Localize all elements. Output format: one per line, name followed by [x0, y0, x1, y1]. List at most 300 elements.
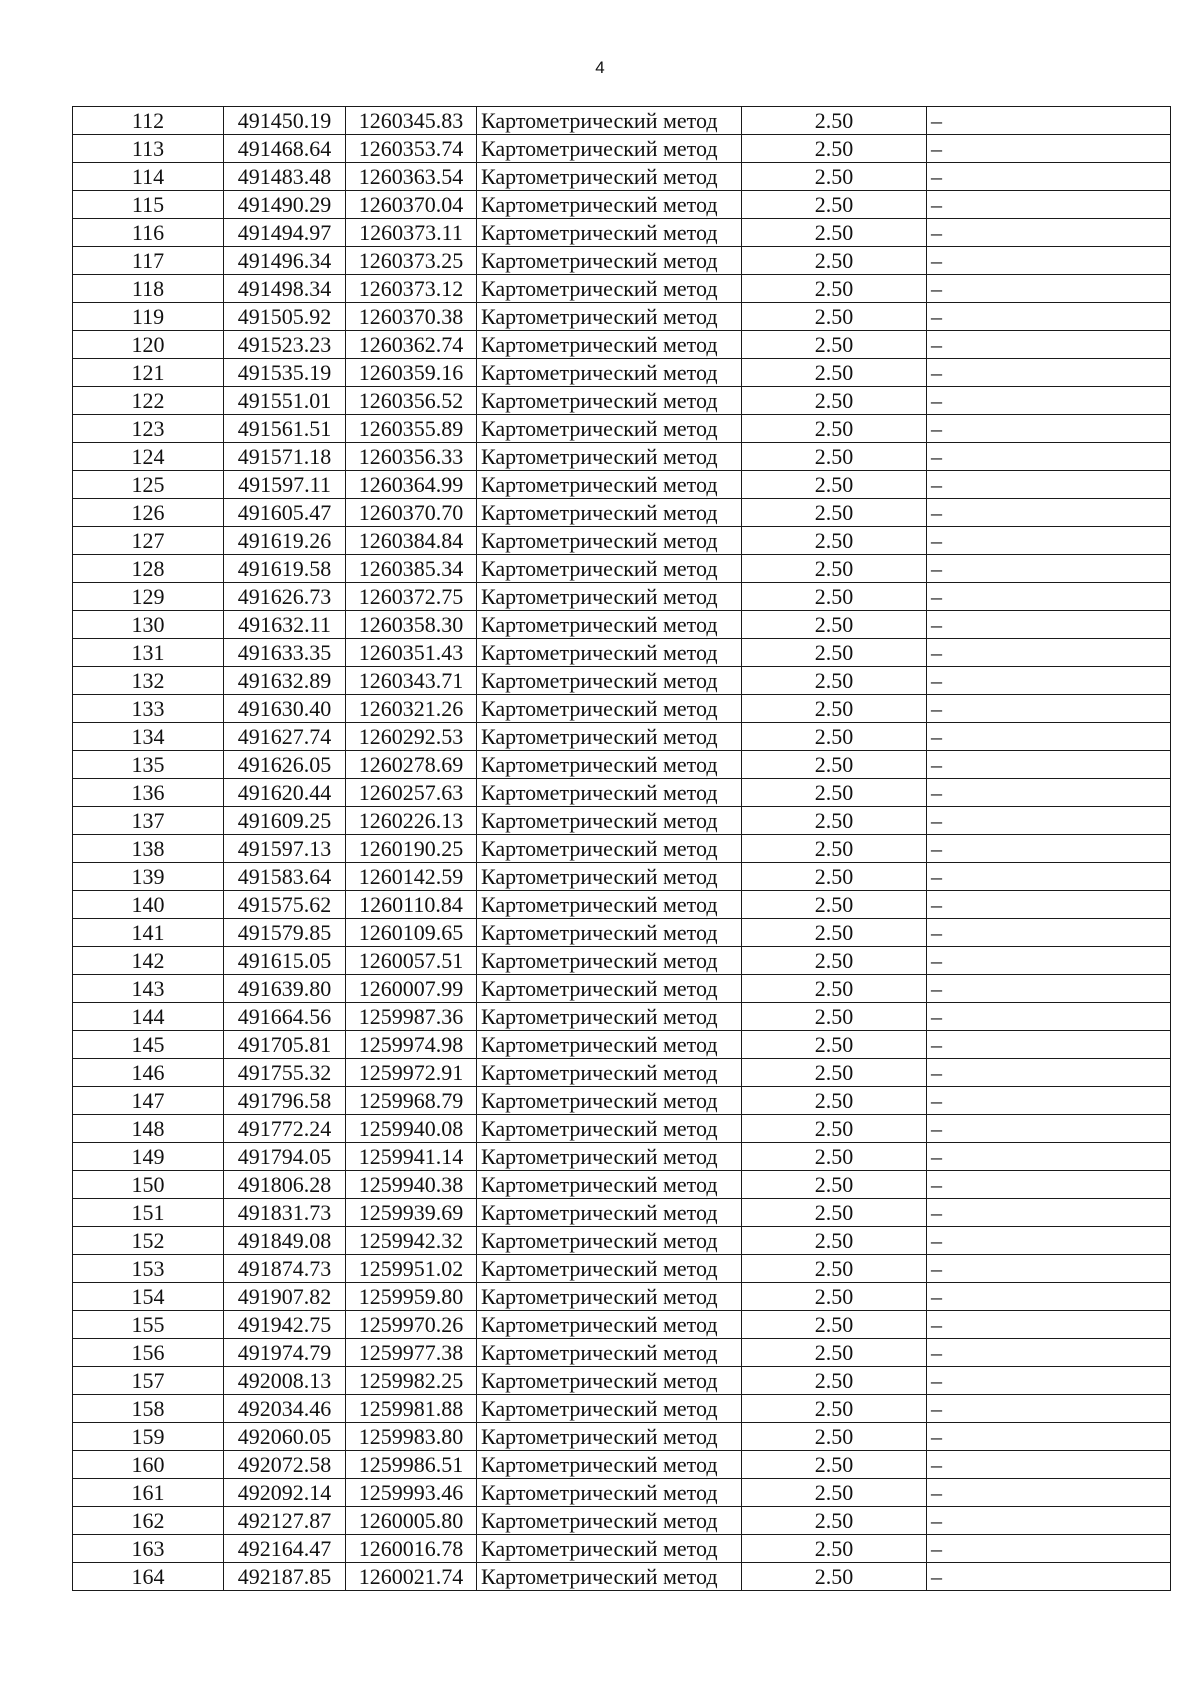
table-row: [73, 303, 1171, 331]
accuracy-cell: 2.50: [742, 163, 927, 191]
point-number-cell: 143: [73, 975, 224, 1003]
point-number-cell: 160: [73, 1451, 224, 1479]
point-number-cell: 139: [73, 863, 224, 891]
accuracy-cell: 2.50: [742, 1227, 927, 1255]
x-coordinate-cell: 491494.97: [224, 219, 346, 247]
y-coordinate-cell: 1260016.78: [346, 1535, 477, 1563]
x-coordinate-cell: 491597.13: [224, 835, 346, 863]
point-number-cell: 129: [73, 583, 224, 611]
accuracy-cell: 2.50: [742, 1255, 927, 1283]
accuracy-cell: 2.50: [742, 975, 927, 1003]
accuracy-cell: 2.50: [742, 1003, 927, 1031]
point-number-cell: 131: [73, 639, 224, 667]
point-number-cell: 156: [73, 1339, 224, 1367]
description-cell: –: [927, 611, 1171, 639]
table-row: [73, 135, 1171, 163]
description-cell: –: [927, 583, 1171, 611]
point-number-cell: 133: [73, 695, 224, 723]
x-coordinate-cell: 491626.05: [224, 751, 346, 779]
method-cell: Картометрический метод: [477, 1087, 742, 1115]
point-number-cell: 127: [73, 527, 224, 555]
method-cell: Картометрический метод: [477, 667, 742, 695]
x-coordinate-cell: 491498.34: [224, 275, 346, 303]
table-row: [73, 247, 1171, 275]
accuracy-cell: 2.50: [742, 583, 927, 611]
point-number-cell: 153: [73, 1255, 224, 1283]
description-cell: –: [927, 1563, 1171, 1591]
method-cell: Картометрический метод: [477, 611, 742, 639]
point-number-cell: 112: [73, 107, 224, 135]
accuracy-cell: 2.50: [742, 191, 927, 219]
description-cell: –: [927, 163, 1171, 191]
accuracy-cell: 2.50: [742, 359, 927, 387]
y-coordinate-cell: 1260355.89: [346, 415, 477, 443]
point-number-cell: 141: [73, 919, 224, 947]
point-number-cell: 124: [73, 443, 224, 471]
description-cell: –: [927, 863, 1171, 891]
y-coordinate-cell: 1259972.91: [346, 1059, 477, 1087]
table-row: [73, 1171, 1171, 1199]
table-row: [73, 1283, 1171, 1311]
x-coordinate-cell: 491551.01: [224, 387, 346, 415]
table-row: [73, 919, 1171, 947]
point-number-cell: 136: [73, 779, 224, 807]
accuracy-cell: 2.50: [742, 891, 927, 919]
method-cell: Картометрический метод: [477, 891, 742, 919]
table-row: [73, 1227, 1171, 1255]
table-row: [73, 1479, 1171, 1507]
method-cell: Картометрический метод: [477, 1115, 742, 1143]
x-coordinate-cell: 492164.47: [224, 1535, 346, 1563]
x-coordinate-cell: 491468.64: [224, 135, 346, 163]
point-number-cell: 149: [73, 1143, 224, 1171]
accuracy-cell: 2.50: [742, 947, 927, 975]
accuracy-cell: 2.50: [742, 415, 927, 443]
method-cell: Картометрический метод: [477, 807, 742, 835]
point-number-cell: 117: [73, 247, 224, 275]
accuracy-cell: 2.50: [742, 835, 927, 863]
table-row: [73, 527, 1171, 555]
point-number-cell: 161: [73, 1479, 224, 1507]
y-coordinate-cell: 1260359.16: [346, 359, 477, 387]
point-number-cell: 142: [73, 947, 224, 975]
point-number-cell: 148: [73, 1115, 224, 1143]
y-coordinate-cell: 1260057.51: [346, 947, 477, 975]
x-coordinate-cell: 491496.34: [224, 247, 346, 275]
description-cell: –: [927, 975, 1171, 1003]
x-coordinate-cell: 492072.58: [224, 1451, 346, 1479]
x-coordinate-cell: 491705.81: [224, 1031, 346, 1059]
description-cell: –: [927, 807, 1171, 835]
description-cell: –: [927, 1311, 1171, 1339]
description-cell: –: [927, 695, 1171, 723]
accuracy-cell: 2.50: [742, 387, 927, 415]
x-coordinate-cell: 491597.11: [224, 471, 346, 499]
y-coordinate-cell: 1259939.69: [346, 1199, 477, 1227]
method-cell: Картометрический метод: [477, 275, 742, 303]
description-cell: –: [927, 947, 1171, 975]
description-cell: –: [927, 1087, 1171, 1115]
x-coordinate-cell: 491755.32: [224, 1059, 346, 1087]
accuracy-cell: 2.50: [742, 1423, 927, 1451]
description-cell: –: [927, 919, 1171, 947]
description-cell: –: [927, 107, 1171, 135]
y-coordinate-cell: 1259940.08: [346, 1115, 477, 1143]
y-coordinate-cell: 1259986.51: [346, 1451, 477, 1479]
method-cell: Картометрический метод: [477, 695, 742, 723]
x-coordinate-cell: 491620.44: [224, 779, 346, 807]
description-cell: –: [927, 1115, 1171, 1143]
y-coordinate-cell: 1259968.79: [346, 1087, 477, 1115]
point-number-cell: 115: [73, 191, 224, 219]
description-cell: –: [927, 1507, 1171, 1535]
accuracy-cell: 2.50: [742, 807, 927, 835]
accuracy-cell: 2.50: [742, 1283, 927, 1311]
method-cell: Картометрический метод: [477, 1563, 742, 1591]
y-coordinate-cell: 1259981.88: [346, 1395, 477, 1423]
method-cell: Картометрический метод: [477, 1143, 742, 1171]
y-coordinate-cell: 1260321.26: [346, 695, 477, 723]
table-row: [73, 359, 1171, 387]
x-coordinate-cell: 491450.19: [224, 107, 346, 135]
point-number-cell: 132: [73, 667, 224, 695]
description-cell: –: [927, 1395, 1171, 1423]
table-row: [73, 1143, 1171, 1171]
point-number-cell: 130: [73, 611, 224, 639]
table-row: [73, 1115, 1171, 1143]
table-row: [73, 1507, 1171, 1535]
accuracy-cell: 2.50: [742, 1395, 927, 1423]
table-row: [73, 1031, 1171, 1059]
method-cell: Картометрический метод: [477, 191, 742, 219]
accuracy-cell: 2.50: [742, 527, 927, 555]
table-row: [73, 275, 1171, 303]
x-coordinate-cell: 491831.73: [224, 1199, 346, 1227]
point-number-cell: 162: [73, 1507, 224, 1535]
y-coordinate-cell: 1260343.71: [346, 667, 477, 695]
accuracy-cell: 2.50: [742, 1087, 927, 1115]
method-cell: Картометрический метод: [477, 1451, 742, 1479]
table-row: [73, 1087, 1171, 1115]
y-coordinate-cell: 1260109.65: [346, 919, 477, 947]
method-cell: Картометрический метод: [477, 499, 742, 527]
accuracy-cell: 2.50: [742, 1143, 927, 1171]
x-coordinate-cell: 491575.62: [224, 891, 346, 919]
table-row: [73, 751, 1171, 779]
description-cell: –: [927, 1171, 1171, 1199]
y-coordinate-cell: 1260373.11: [346, 219, 477, 247]
description-cell: –: [927, 1423, 1171, 1451]
table-row: [73, 191, 1171, 219]
accuracy-cell: 2.50: [742, 1171, 927, 1199]
x-coordinate-cell: 491605.47: [224, 499, 346, 527]
description-cell: –: [927, 443, 1171, 471]
accuracy-cell: 2.50: [742, 919, 927, 947]
accuracy-cell: 2.50: [742, 555, 927, 583]
description-cell: –: [927, 891, 1171, 919]
table-row: [73, 107, 1171, 135]
point-number-cell: 116: [73, 219, 224, 247]
accuracy-cell: 2.50: [742, 1031, 927, 1059]
y-coordinate-cell: 1260370.70: [346, 499, 477, 527]
accuracy-cell: 2.50: [742, 695, 927, 723]
method-cell: Картометрический метод: [477, 1507, 742, 1535]
point-number-cell: 151: [73, 1199, 224, 1227]
accuracy-cell: 2.50: [742, 667, 927, 695]
accuracy-cell: 2.50: [742, 471, 927, 499]
y-coordinate-cell: 1260372.75: [346, 583, 477, 611]
point-number-cell: 163: [73, 1535, 224, 1563]
accuracy-cell: 2.50: [742, 1339, 927, 1367]
accuracy-cell: 2.50: [742, 499, 927, 527]
y-coordinate-cell: 1260353.74: [346, 135, 477, 163]
accuracy-cell: 2.50: [742, 723, 927, 751]
x-coordinate-cell: 491796.58: [224, 1087, 346, 1115]
accuracy-cell: 2.50: [742, 1059, 927, 1087]
y-coordinate-cell: 1259970.26: [346, 1311, 477, 1339]
table-row: [73, 947, 1171, 975]
description-cell: –: [927, 1451, 1171, 1479]
coordinates-table-body: [73, 107, 1171, 1591]
description-cell: –: [927, 639, 1171, 667]
point-number-cell: 157: [73, 1367, 224, 1395]
table-row: [73, 807, 1171, 835]
description-cell: –: [927, 1339, 1171, 1367]
y-coordinate-cell: 1260142.59: [346, 863, 477, 891]
accuracy-cell: 2.50: [742, 1311, 927, 1339]
method-cell: Картометрический метод: [477, 415, 742, 443]
method-cell: Картометрический метод: [477, 387, 742, 415]
point-number-cell: 158: [73, 1395, 224, 1423]
x-coordinate-cell: 491490.29: [224, 191, 346, 219]
x-coordinate-cell: 492008.13: [224, 1367, 346, 1395]
y-coordinate-cell: 1260356.33: [346, 443, 477, 471]
y-coordinate-cell: 1259977.38: [346, 1339, 477, 1367]
x-coordinate-cell: 491772.24: [224, 1115, 346, 1143]
description-cell: –: [927, 219, 1171, 247]
method-cell: Картометрический метод: [477, 135, 742, 163]
accuracy-cell: 2.50: [742, 135, 927, 163]
description-cell: –: [927, 1059, 1171, 1087]
accuracy-cell: 2.50: [742, 1115, 927, 1143]
point-number-cell: 113: [73, 135, 224, 163]
x-coordinate-cell: 491907.82: [224, 1283, 346, 1311]
table-row: [73, 1367, 1171, 1395]
table-row: [73, 891, 1171, 919]
method-cell: Картометрический метод: [477, 1367, 742, 1395]
point-number-cell: 164: [73, 1563, 224, 1591]
y-coordinate-cell: 1260362.74: [346, 331, 477, 359]
table-row: [73, 723, 1171, 751]
point-number-cell: 150: [73, 1171, 224, 1199]
point-number-cell: 146: [73, 1059, 224, 1087]
x-coordinate-cell: 491626.73: [224, 583, 346, 611]
x-coordinate-cell: 491664.56: [224, 1003, 346, 1031]
description-cell: –: [927, 555, 1171, 583]
x-coordinate-cell: 492034.46: [224, 1395, 346, 1423]
x-coordinate-cell: 491579.85: [224, 919, 346, 947]
method-cell: Картометрический метод: [477, 639, 742, 667]
description-cell: –: [927, 331, 1171, 359]
method-cell: Картометрический метод: [477, 1283, 742, 1311]
table-row: [73, 1395, 1171, 1423]
accuracy-cell: 2.50: [742, 779, 927, 807]
accuracy-cell: 2.50: [742, 1479, 927, 1507]
x-coordinate-cell: 491849.08: [224, 1227, 346, 1255]
table-row: [73, 583, 1171, 611]
method-cell: Картометрический метод: [477, 471, 742, 499]
accuracy-cell: 2.50: [742, 639, 927, 667]
description-cell: –: [927, 359, 1171, 387]
point-number-cell: 122: [73, 387, 224, 415]
y-coordinate-cell: 1260278.69: [346, 751, 477, 779]
table-row: [73, 443, 1171, 471]
point-number-cell: 159: [73, 1423, 224, 1451]
point-number-cell: 120: [73, 331, 224, 359]
description-cell: –: [927, 835, 1171, 863]
method-cell: Картометрический метод: [477, 527, 742, 555]
y-coordinate-cell: 1260384.84: [346, 527, 477, 555]
y-coordinate-cell: 1260021.74: [346, 1563, 477, 1591]
table-row: [73, 1339, 1171, 1367]
table-row: [73, 163, 1171, 191]
y-coordinate-cell: 1260385.34: [346, 555, 477, 583]
x-coordinate-cell: 492092.14: [224, 1479, 346, 1507]
description-cell: –: [927, 751, 1171, 779]
method-cell: Картометрический метод: [477, 1199, 742, 1227]
accuracy-cell: 2.50: [742, 1563, 927, 1591]
y-coordinate-cell: 1260292.53: [346, 723, 477, 751]
description-cell: –: [927, 1003, 1171, 1031]
y-coordinate-cell: 1260363.54: [346, 163, 477, 191]
y-coordinate-cell: 1259942.32: [346, 1227, 477, 1255]
accuracy-cell: 2.50: [742, 443, 927, 471]
table-row: [73, 779, 1171, 807]
method-cell: Картометрический метод: [477, 583, 742, 611]
method-cell: Картометрический метод: [477, 1003, 742, 1031]
accuracy-cell: 2.50: [742, 1507, 927, 1535]
x-coordinate-cell: 491639.80: [224, 975, 346, 1003]
x-coordinate-cell: 492127.87: [224, 1507, 346, 1535]
y-coordinate-cell: 1259959.80: [346, 1283, 477, 1311]
method-cell: Картометрический метод: [477, 751, 742, 779]
method-cell: Картометрический метод: [477, 1059, 742, 1087]
method-cell: Картометрический метод: [477, 163, 742, 191]
description-cell: –: [927, 275, 1171, 303]
x-coordinate-cell: 491615.05: [224, 947, 346, 975]
method-cell: Картометрический метод: [477, 555, 742, 583]
y-coordinate-cell: 1260257.63: [346, 779, 477, 807]
x-coordinate-cell: 492187.85: [224, 1563, 346, 1591]
accuracy-cell: 2.50: [742, 107, 927, 135]
x-coordinate-cell: 491583.64: [224, 863, 346, 891]
point-number-cell: 126: [73, 499, 224, 527]
point-number-cell: 140: [73, 891, 224, 919]
description-cell: –: [927, 667, 1171, 695]
x-coordinate-cell: 491874.73: [224, 1255, 346, 1283]
method-cell: Картометрический метод: [477, 1227, 742, 1255]
point-number-cell: 155: [73, 1311, 224, 1339]
method-cell: Картометрический метод: [477, 219, 742, 247]
x-coordinate-cell: 491627.74: [224, 723, 346, 751]
table-row: [73, 219, 1171, 247]
table-row: [73, 471, 1171, 499]
point-number-cell: 118: [73, 275, 224, 303]
table-row: [73, 1563, 1171, 1591]
method-cell: Картометрический метод: [477, 1311, 742, 1339]
table-row: [73, 555, 1171, 583]
description-cell: –: [927, 303, 1171, 331]
table-row: [73, 611, 1171, 639]
y-coordinate-cell: 1260007.99: [346, 975, 477, 1003]
x-coordinate-cell: 491609.25: [224, 807, 346, 835]
table-row: [73, 1059, 1171, 1087]
y-coordinate-cell: 1260226.13: [346, 807, 477, 835]
description-cell: –: [927, 723, 1171, 751]
description-cell: –: [927, 191, 1171, 219]
point-number-cell: 152: [73, 1227, 224, 1255]
x-coordinate-cell: 491632.11: [224, 611, 346, 639]
x-coordinate-cell: 491794.05: [224, 1143, 346, 1171]
point-number-cell: 119: [73, 303, 224, 331]
accuracy-cell: 2.50: [742, 751, 927, 779]
y-coordinate-cell: 1260370.38: [346, 303, 477, 331]
y-coordinate-cell: 1260373.12: [346, 275, 477, 303]
point-number-cell: 145: [73, 1031, 224, 1059]
method-cell: Картометрический метод: [477, 835, 742, 863]
coordinates-table: [72, 106, 1171, 1591]
method-cell: Картометрический метод: [477, 779, 742, 807]
y-coordinate-cell: 1260358.30: [346, 611, 477, 639]
table-row: [73, 331, 1171, 359]
table-row: [73, 1199, 1171, 1227]
x-coordinate-cell: 491571.18: [224, 443, 346, 471]
description-cell: –: [927, 1031, 1171, 1059]
accuracy-cell: 2.50: [742, 611, 927, 639]
point-number-cell: 154: [73, 1283, 224, 1311]
accuracy-cell: 2.50: [742, 1199, 927, 1227]
description-cell: –: [927, 779, 1171, 807]
method-cell: Картометрический метод: [477, 247, 742, 275]
point-number-cell: 128: [73, 555, 224, 583]
x-coordinate-cell: 491619.26: [224, 527, 346, 555]
method-cell: Картометрический метод: [477, 1031, 742, 1059]
description-cell: –: [927, 1255, 1171, 1283]
description-cell: –: [927, 527, 1171, 555]
point-number-cell: 137: [73, 807, 224, 835]
method-cell: Картометрический метод: [477, 919, 742, 947]
point-number-cell: 121: [73, 359, 224, 387]
y-coordinate-cell: 1259940.38: [346, 1171, 477, 1199]
description-cell: –: [927, 1199, 1171, 1227]
x-coordinate-cell: 491619.58: [224, 555, 346, 583]
x-coordinate-cell: 491561.51: [224, 415, 346, 443]
table-row: [73, 1003, 1171, 1031]
table-row: [73, 639, 1171, 667]
y-coordinate-cell: 1260373.25: [346, 247, 477, 275]
y-coordinate-cell: 1260356.52: [346, 387, 477, 415]
y-coordinate-cell: 1260364.99: [346, 471, 477, 499]
description-cell: –: [927, 1143, 1171, 1171]
y-coordinate-cell: 1260190.25: [346, 835, 477, 863]
description-cell: –: [927, 135, 1171, 163]
table-row: [73, 1535, 1171, 1563]
table-row: [73, 499, 1171, 527]
point-number-cell: 138: [73, 835, 224, 863]
table-row: [73, 1423, 1171, 1451]
method-cell: Картометрический метод: [477, 107, 742, 135]
table-row: [73, 695, 1171, 723]
